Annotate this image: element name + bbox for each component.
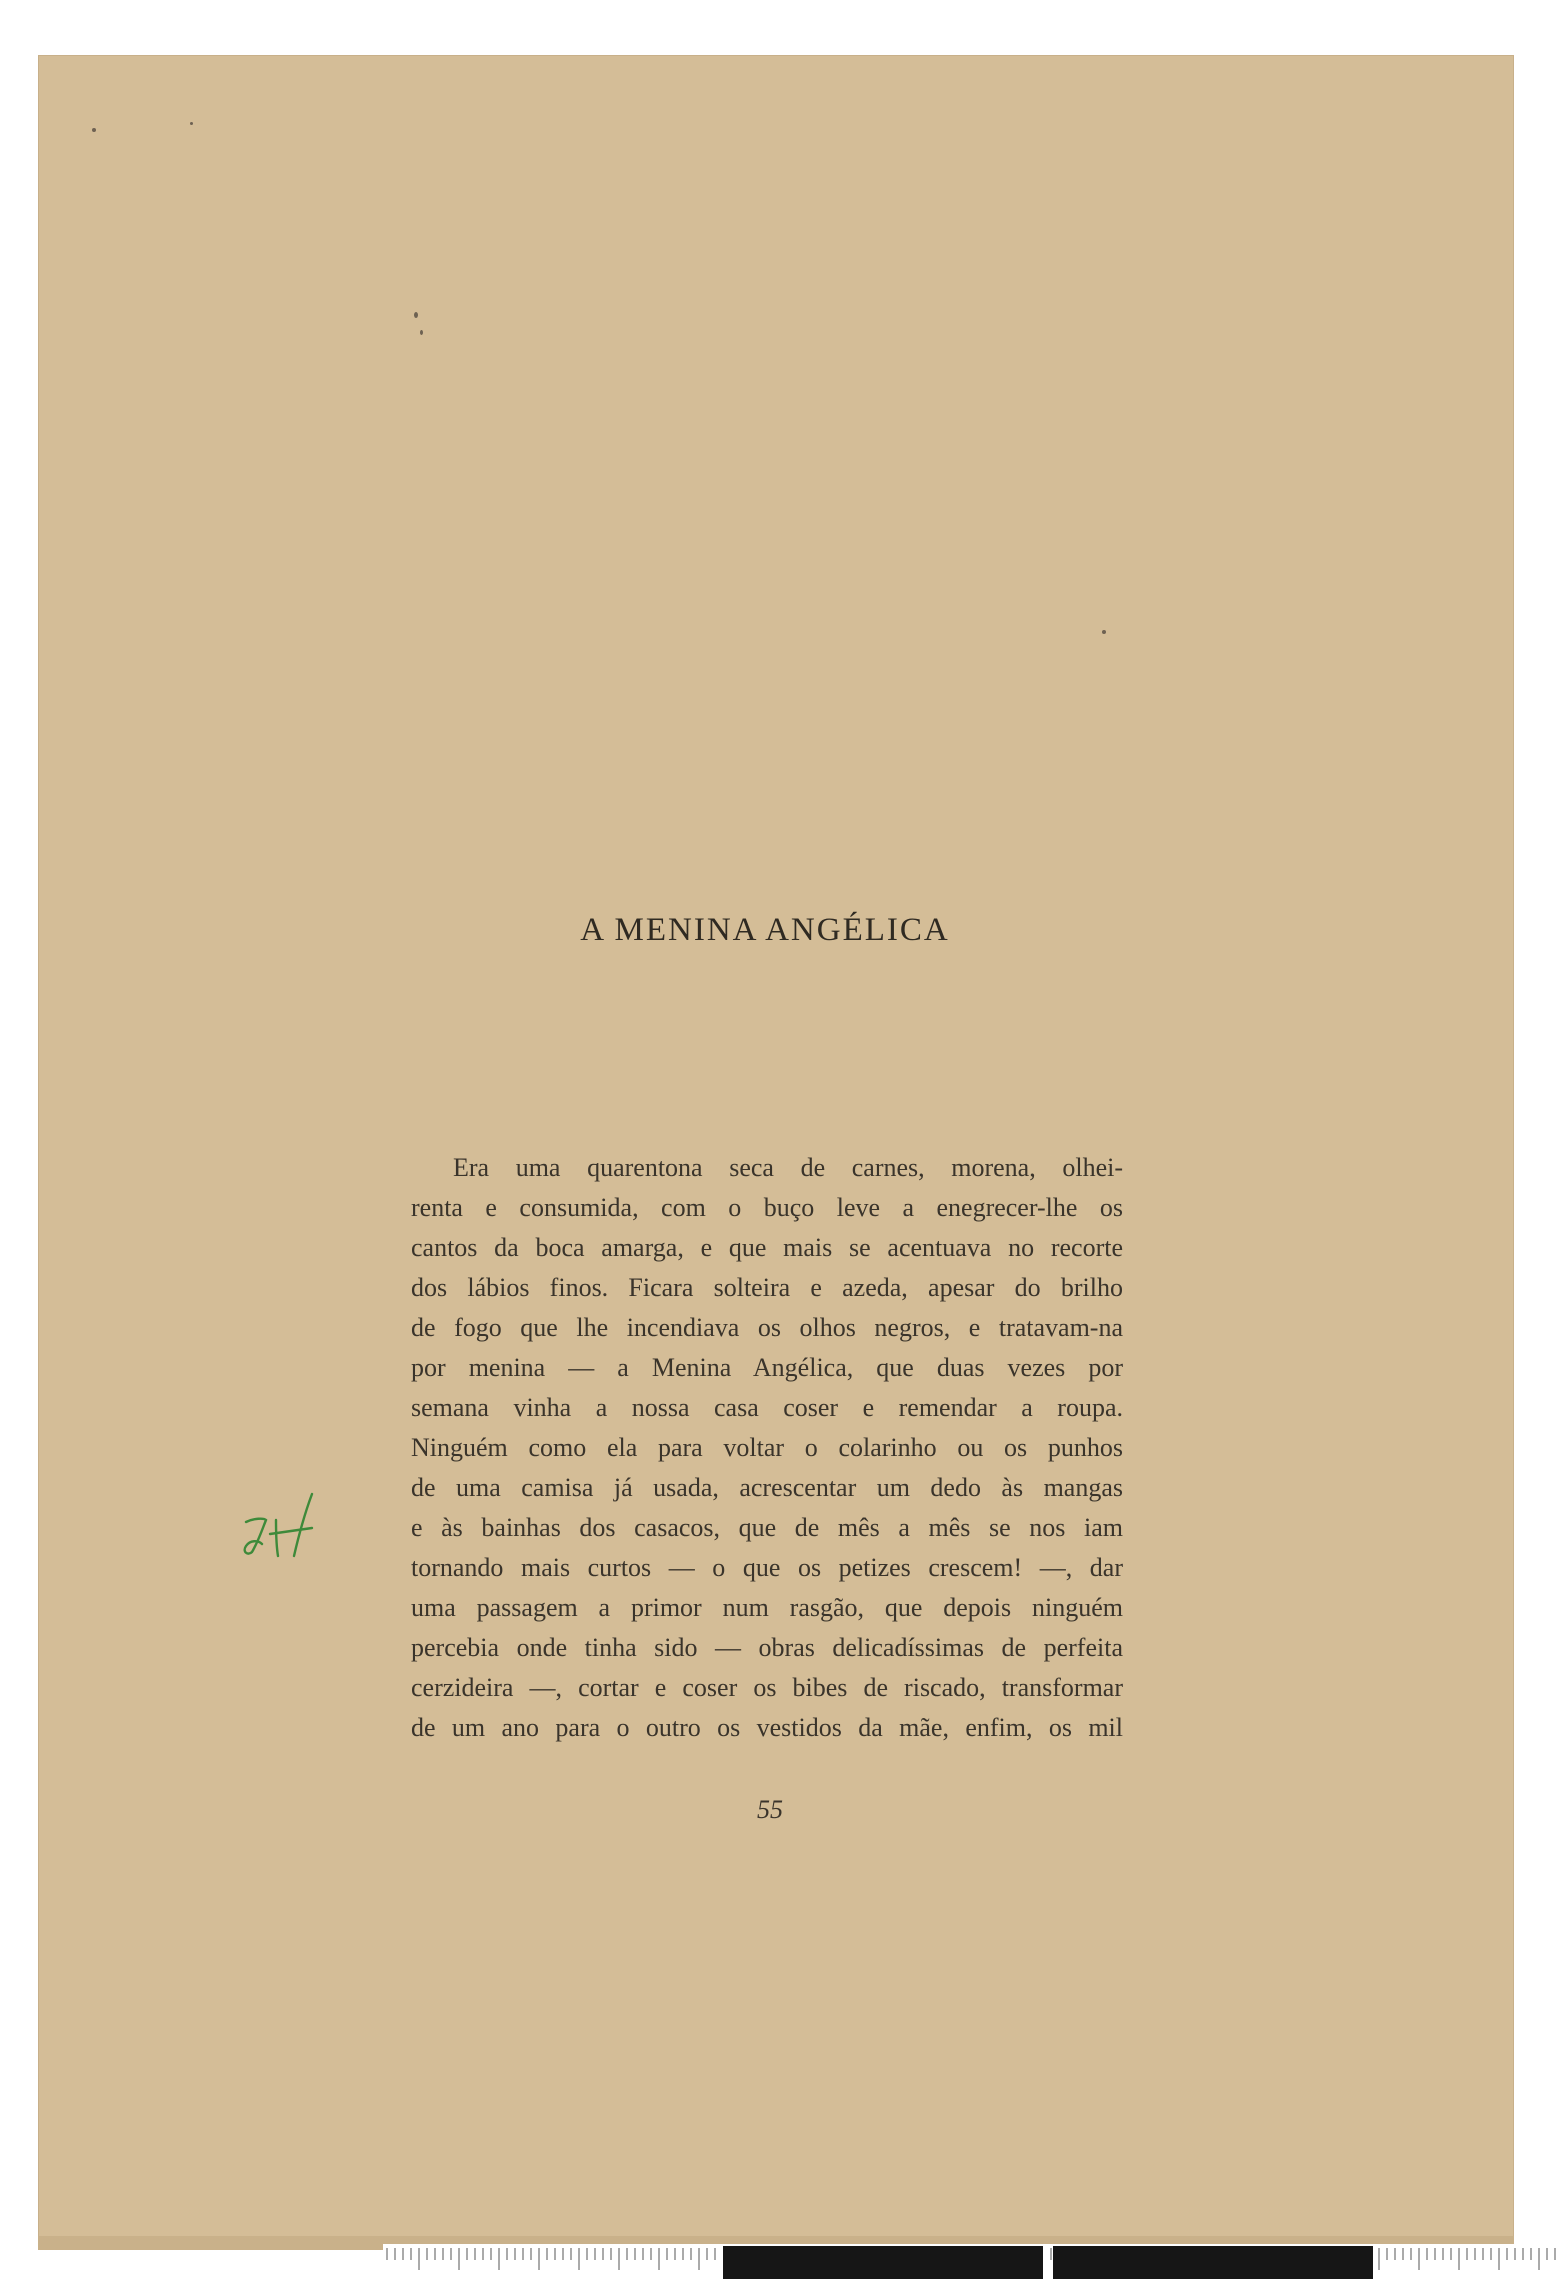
ruler-block bbox=[723, 2246, 1043, 2279]
paper-speck bbox=[1102, 630, 1106, 634]
paragraph-line: dos lábios finos. Ficara solteira e azeda, apesar do brilho bbox=[411, 1273, 1123, 1302]
paragraph-line: Era uma quarentona seca de carnes, morena, olhei- bbox=[453, 1153, 1123, 1182]
paragraph-line: percebia onde tinha sido — obras delicadíssimas de perfeita bbox=[411, 1633, 1123, 1662]
paragraph-line: renta e consumida, com o buço leve a enegrecer-lhe os bbox=[411, 1193, 1123, 1222]
paragraph-line: cantos da boca amarga, e que mais se acentuava no recorte bbox=[411, 1233, 1123, 1262]
story-title: A MENINA ANGÉLICA bbox=[580, 912, 950, 948]
paragraph-line: Ninguém como ela para voltar o colarinho ou os punhos bbox=[411, 1433, 1123, 1462]
paper-speck bbox=[414, 312, 418, 318]
handwritten-margin-mark bbox=[236, 1490, 336, 1560]
story-paragraph bbox=[411, 1148, 1123, 1748]
paragraph-line: tornando mais curtos — o que os petizes crescem! —, dar bbox=[411, 1553, 1123, 1582]
measurement-ruler bbox=[383, 2244, 1559, 2279]
paragraph-line: e às bainhas dos casacos, que de mês a mês se nos iam bbox=[411, 1513, 1123, 1542]
ruler-block bbox=[1053, 2246, 1373, 2279]
page-number: 55 bbox=[757, 1795, 783, 1824]
paper-speck bbox=[92, 128, 96, 132]
paragraph-line: por menina — a Menina Angélica, que duas vezes por bbox=[411, 1353, 1123, 1382]
paragraph-line: cerzideira —, cortar e coser os bibes de riscado, transformar bbox=[411, 1673, 1123, 1702]
paper-speck bbox=[420, 330, 423, 335]
paragraph-line: semana vinha a nossa casa coser e remendar a roupa. bbox=[411, 1393, 1123, 1422]
paragraph-line: de um ano para o outro os vestidos da mãe, enfim, os mil bbox=[411, 1713, 1123, 1742]
paragraph-line: de fogo que lhe incendiava os olhos negros, e tratavam-na bbox=[411, 1313, 1123, 1342]
paragraph-line: uma passagem a primor num rasgão, que depois ninguém bbox=[411, 1593, 1123, 1622]
paragraph-line: de uma camisa já usada, acrescentar um dedo às mangas bbox=[411, 1473, 1123, 1502]
paper-speck bbox=[190, 122, 193, 125]
